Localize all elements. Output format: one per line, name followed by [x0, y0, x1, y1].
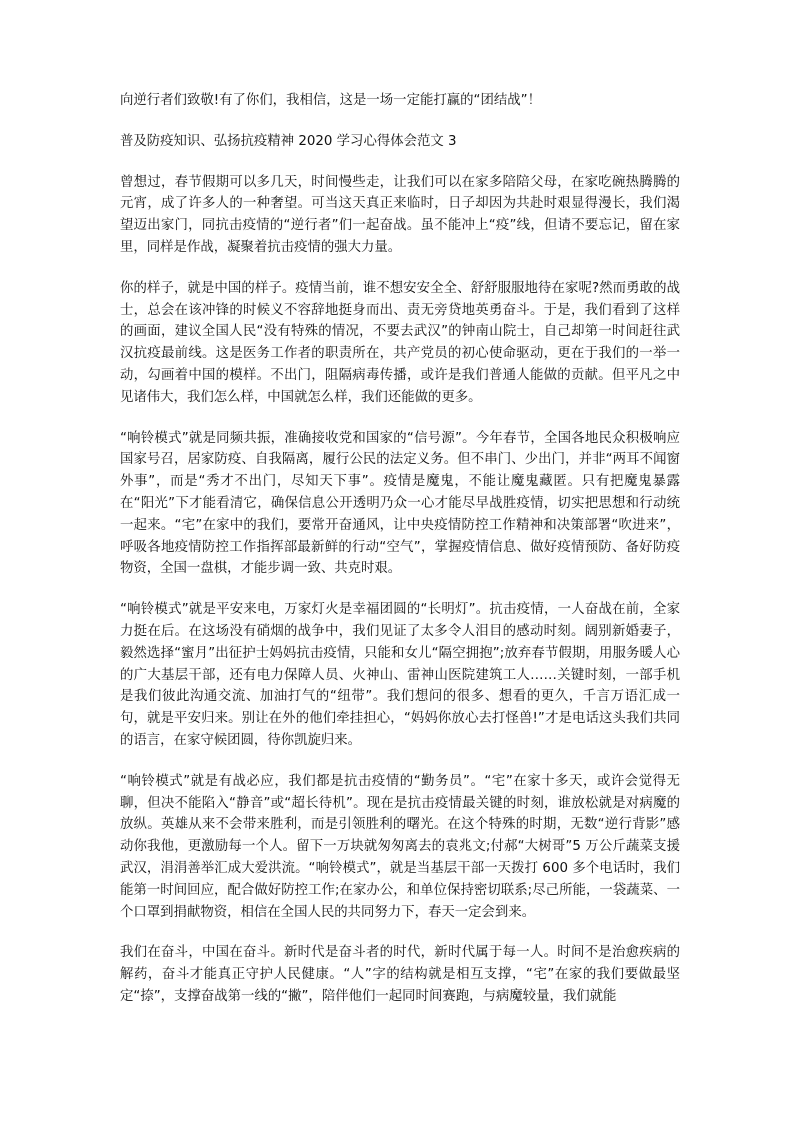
- document-body: [120, 90, 680, 1027]
- body-paragraph-3: “响铃模式”就是同频共振，准确接收党和国家的“信号源”。今年春节，全国各地民众积极响应国家号召，居家防疫、自我隔离，履行公民的法定义务。但不串门、少出门，并非“两耳不闻窗外事”，而是“秀才不出门，尽知天下事”。疫情是魔鬼，不能让魔鬼藏匿。只有把魔鬼暴露在“阳光”下才能看清它，确保信息公开透明乃众一心才能尽早战胜疫情，切实把思想和行动统一起来。“宅”在家中的我们，要常开奋通风，让中央疫情防控工作精神和决策部署“吹进来”，呼吸各地疫情防控工作指挥部最新鲜的行动“空气”，掌握疫情信息、做好疫情预防、备好防疫物资，全国一盘棋，才能步调一致、共克时艰。: [120, 430, 680, 577]
- body-paragraph-6: 我们在奋斗，中国在奋斗。新时代是奋斗者的时代，新时代属于每一人。时间不是治愈疾病的解药，奋斗才能真正守护人民健康。“人”字的结构就是相互支撑，“宅”在家的我们要做最坚定“捺”，支撑奋战第一线的“撇”，陪伴他们一起同时间赛跑，与病魔较量，我们就能: [120, 945, 680, 1004]
- section-heading: 普及防疫知识、弘扬抗疫精神 2020 学习心得体会范文 3: [120, 133, 457, 149]
- intro-paragraph: 向逆行者们致敬!有了你们，我相信，这是一场一定能打赢的“团结战”！: [120, 93, 541, 108]
- body-paragraph-5: “响铃模式”就是有战必应，我们都是抗击疫情的“勤务员”。“宅”在家十多天，或许会觉得无聊，但决不能陷入“静音”或“超长待机”。现在是抗击疫情最关键的时刻，谁放松就是对病魔的放纵。英雄从来不会带来胜利，而是引领胜利的曙光。在这个特殊的时期，无数“逆行背影”感动你我他，更激励每一个人。留下一万块就匆匆离去的袁兆文;付郝“大树哥”5 万公斤蔬菜支援武汉，涓涓善举汇成大爱洪流。“响铃模式”，就是当基层干部一天拨打 600 多个电话时，我们能第一时间回应，配合做好防控工作;在家办公，和单位保持密切联系;尽己所能，一袋蔬菜、一个口罩到捐献物资，相信在全国人民的共同努力下，春天一定会到来。: [120, 773, 680, 920]
- body-paragraph-2: 你的样子，就是中国的样子。疫情当前，谁不想安安全全、舒舒服服地待在家呢?然而勇敢的战士，总会在该冲锋的时候义不容辞地挺身而出、责无旁贷地英勇奋斗。于是，我们看到了这样的画面，建议全国人民“没有特殊的情况，不要去武汉”的钟南山院士，自己却第一时间赶往武汉抗疫最前线。这是医务工作者的职责所在，共产党员的初心使命驱动，更在于我们的一举一动，勾画着中国的模样。不出门，阻隔病毒传播，或许是我们普通人能做的贡献。但平凡之中见诸伟大，我们怎么样，中国就怎么样，我们还能做的更多。: [120, 280, 680, 405]
- body-paragraph-4: “响铃模式”就是平安来电，万家灯火是幸福团圆的“长明灯”。抗击疫情，一人奋战在前，全家力挺在后。在这场没有硝烟的战争中，我们见证了太多令人泪目的感动时刻。阔别新婚妻子，毅然选择“蜜月”出征护士妈妈抗击疫情，只能和女儿“隔空拥抱”;放弃春节假期，用服务暖人心的广大基层干部，还有电力保障人员、火神山、雷神山医院建筑工人……关键时刻，一部手机是我们彼此沟通交流、加油打气的“纽带”。我们想问的很多、想看的更久，千言万语汇成一句，就是平安归来。别让在外的他们牵挂担心，“妈妈你放心去打怪兽!”才是电话这头我们共同的语言，在家守候团圆，待你凯旋归来。: [120, 602, 680, 748]
- body-paragraph-1: 曾想过，春节假期可以多几天，时间慢些走，让我们可以在家多陪陪父母，在家吃碗热腾腾的元宵，成了许多人的一种奢望。可当这天真正来临时，日子却因为共赴时艰显得漫长，我们渴望迈出家门，同抗击疫情的“逆行者”们一起奋战。虽不能冲上“疫”线，但请不要忘记，留在家里，同样是作战，凝聚着抗击疫情的强大力量。: [120, 174, 680, 255]
